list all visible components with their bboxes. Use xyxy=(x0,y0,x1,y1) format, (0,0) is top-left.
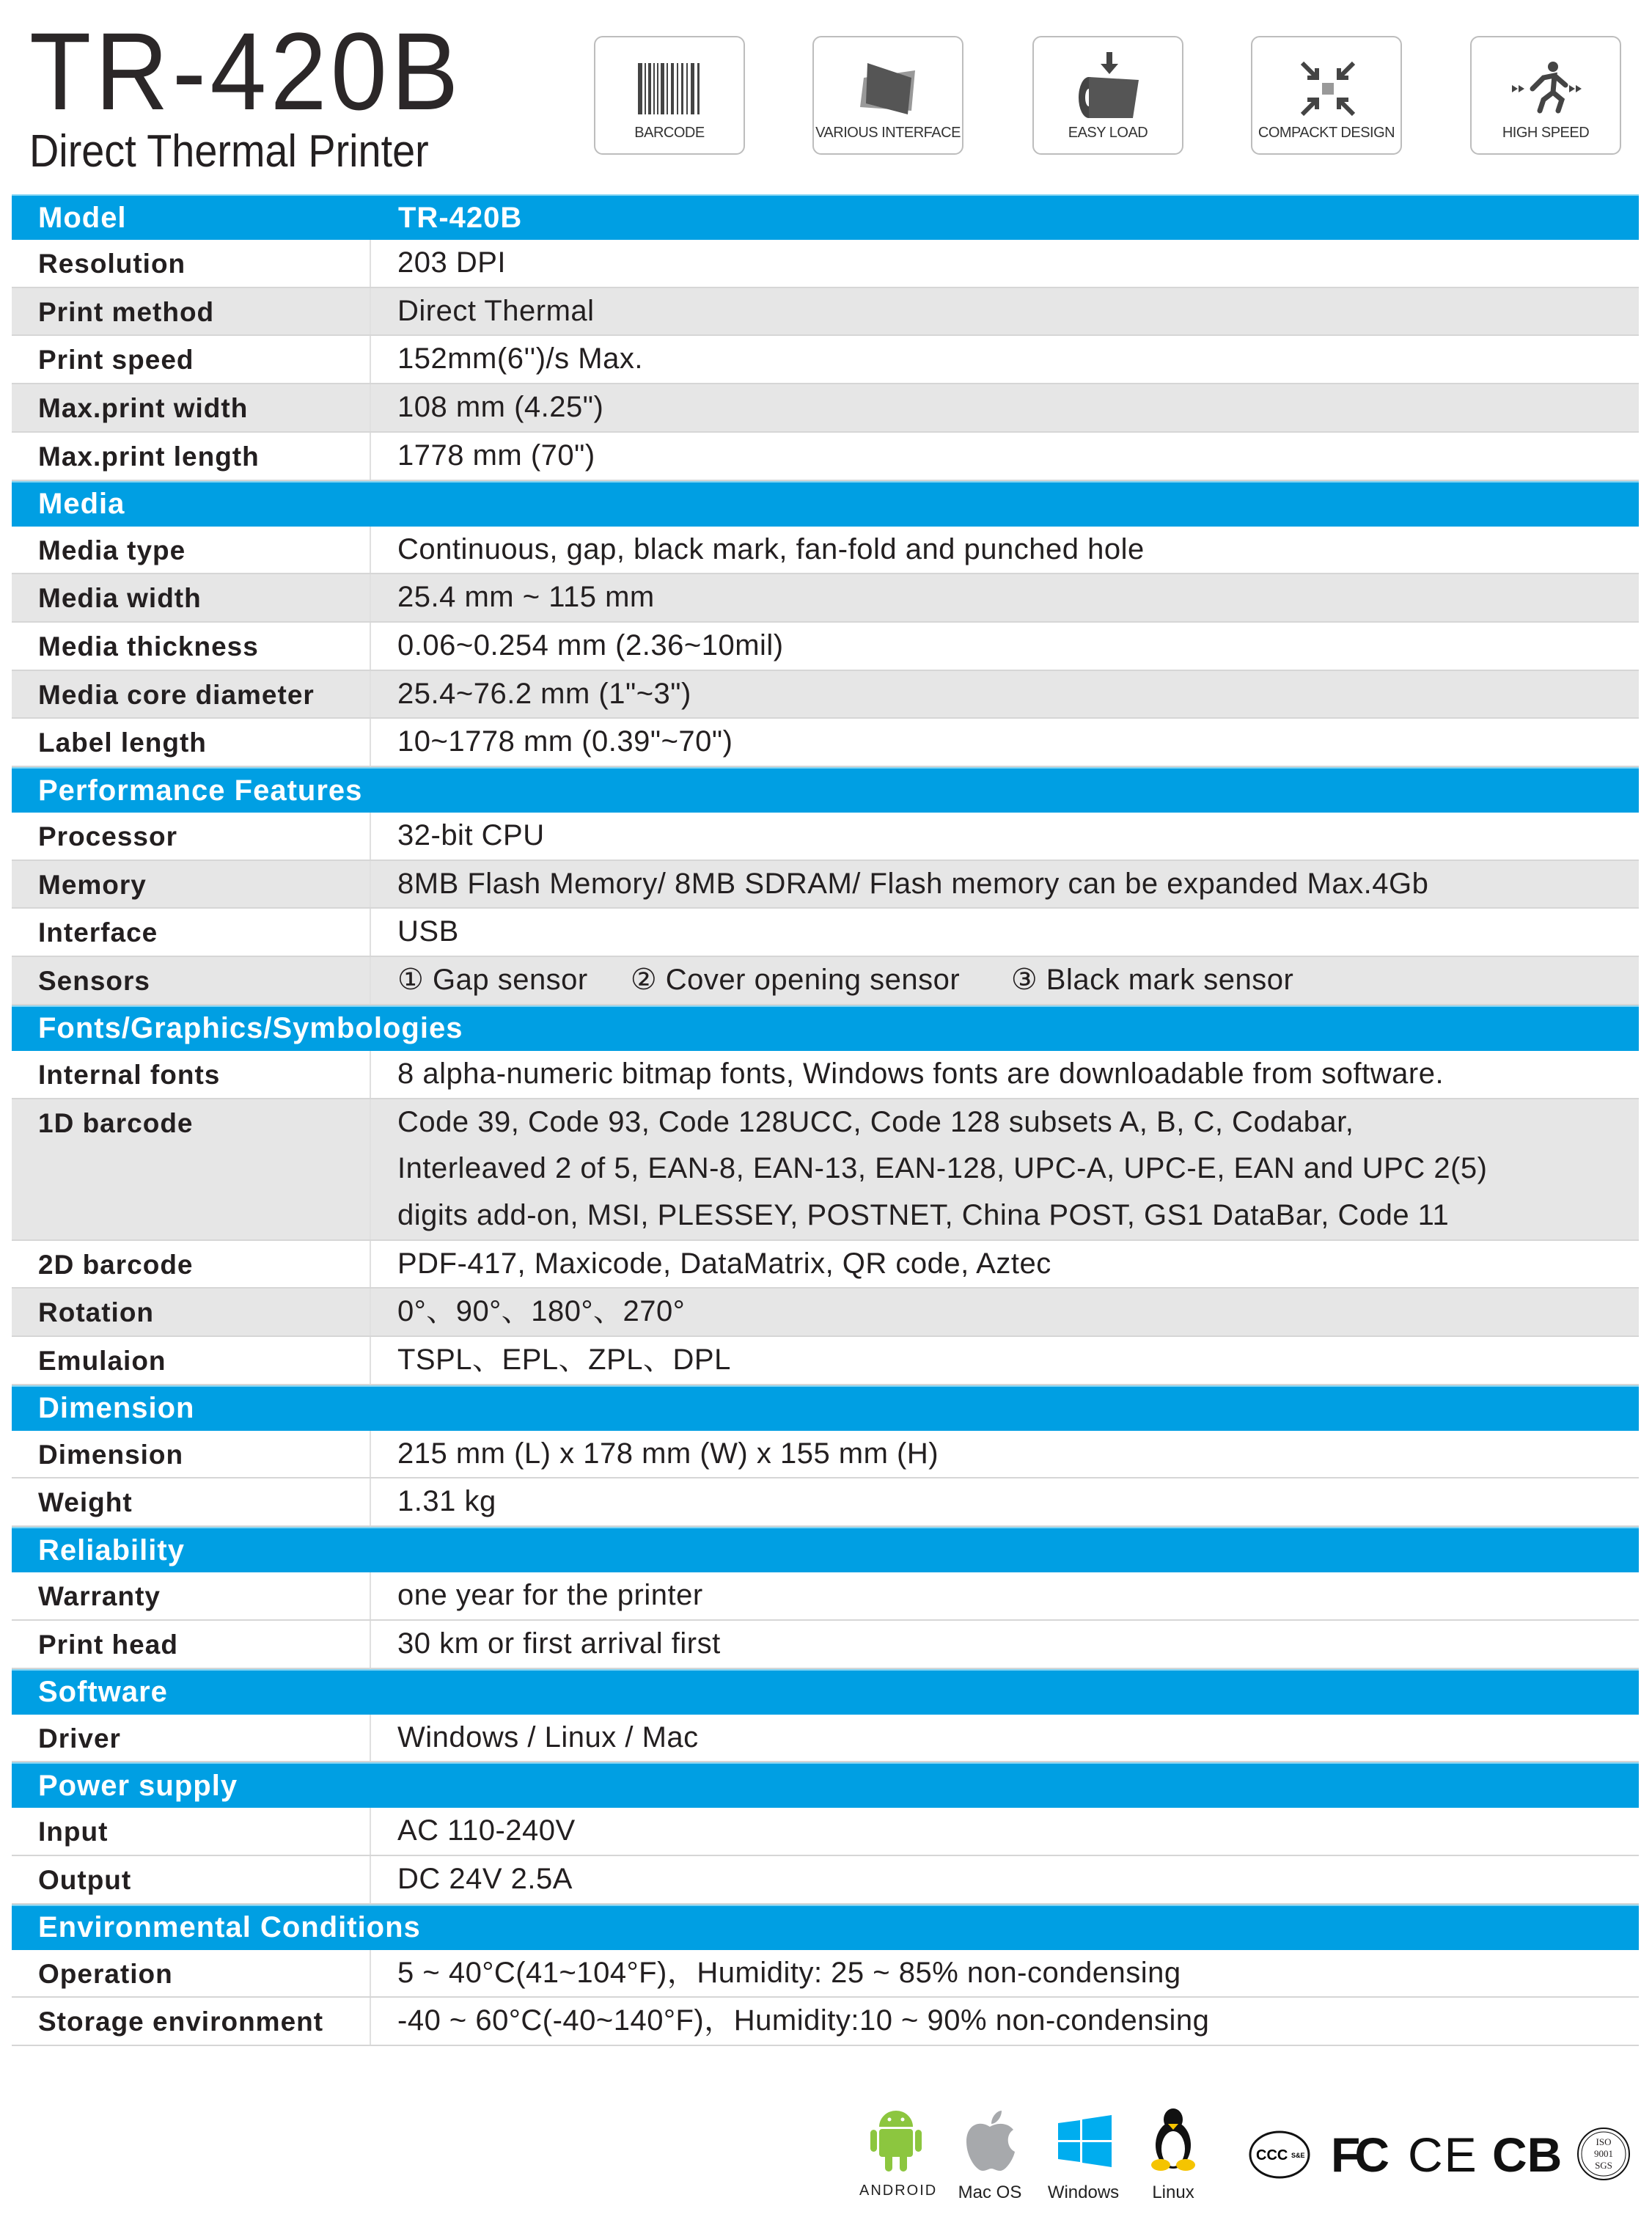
spec-row xyxy=(12,527,1639,575)
android-logo xyxy=(859,2105,938,2199)
spec-label: Label length xyxy=(12,719,371,766)
spec-row xyxy=(12,1856,1639,1905)
spec-label: Media width xyxy=(12,574,371,621)
spec-value-line: Continuous, gap, black mark, fan-fold and punched hole xyxy=(397,532,1145,565)
paper-roll-icon xyxy=(1073,52,1146,125)
spec-value-line: 8 alpha-numeric bitmap fonts, Windows fonts are downloadable from software. xyxy=(397,1057,1444,1090)
feature-interface xyxy=(812,36,963,155)
apple-icon xyxy=(961,2105,1019,2174)
spec-value xyxy=(371,1337,1639,1384)
spec-value xyxy=(371,1478,1639,1525)
spec-row xyxy=(12,1478,1639,1527)
spec-label: Print speed xyxy=(12,336,371,383)
section-header xyxy=(12,481,1639,527)
spec-label: Interface xyxy=(12,909,371,956)
spec-value xyxy=(371,336,1639,383)
feature-barcode xyxy=(594,36,745,155)
feature-label: EASY LOAD xyxy=(1068,125,1148,141)
spec-value-line: AC 110-240V xyxy=(397,1814,576,1847)
spec-row xyxy=(12,288,1639,337)
model-value: TR-420B xyxy=(398,201,523,234)
section-title: Environmental Conditions xyxy=(38,1911,421,1944)
spec-row xyxy=(12,909,1639,957)
section-header xyxy=(12,1669,1639,1715)
spec-row xyxy=(12,240,1639,288)
spec-value xyxy=(371,527,1639,574)
spec-label: Input xyxy=(12,1808,371,1855)
spec-value xyxy=(371,909,1639,956)
spec-value xyxy=(371,813,1639,860)
spec-row xyxy=(12,671,1639,719)
spec-value-line: 108 mm (4.25") xyxy=(397,391,604,424)
spec-value-line: Code 39, Code 93, Code 128UCC, Code 128 subsets A, B, C, Codabar, xyxy=(397,1105,1354,1138)
section-title: Power supply xyxy=(38,1769,238,1802)
spec-value xyxy=(371,433,1639,480)
feature-high-speed xyxy=(1470,36,1621,155)
spec-label: Warranty xyxy=(12,1572,371,1619)
spec-value xyxy=(371,623,1639,670)
spec-value xyxy=(371,1289,1639,1335)
spec-row xyxy=(12,1998,1639,2046)
spec-label: Dimension xyxy=(12,1431,371,1478)
windows-logo xyxy=(1045,2105,1122,2203)
spec-value-line: 25.4 mm ~ 115 mm xyxy=(397,581,655,614)
spec-value-line: 203 DPI xyxy=(397,246,507,279)
fcc-cert-logo: FC xyxy=(1331,2128,1384,2182)
macos-logo xyxy=(953,2105,1027,2203)
spec-value-line: 32-bit CPU xyxy=(397,819,545,852)
spec-value xyxy=(371,1051,1639,1098)
spec-value xyxy=(371,671,1639,718)
spec-row xyxy=(12,813,1639,861)
spec-label: Memory xyxy=(12,861,371,908)
spec-value-line: Windows / Linux / Mac xyxy=(397,1721,699,1754)
spec-row xyxy=(12,1099,1639,1241)
section-header xyxy=(12,1762,1639,1808)
spec-value-line: Direct Thermal xyxy=(397,294,595,327)
android-icon xyxy=(863,2105,929,2174)
linux-penguin-icon xyxy=(1148,2105,1199,2174)
feature-compact xyxy=(1251,36,1402,155)
spec-label: Driver xyxy=(12,1715,371,1762)
spec-label: Max.print length xyxy=(12,433,371,480)
product-title: TR-420B xyxy=(29,10,463,133)
spec-label: 2D barcode xyxy=(12,1241,371,1288)
spec-row xyxy=(12,1241,1639,1289)
section-title: Software xyxy=(38,1676,168,1709)
section-title: Dimension xyxy=(38,1392,195,1425)
spec-value-line: digits add-on, MSI, PLESSEY, POSTNET, China POST, GS1 DataBar, Code 11 xyxy=(397,1198,1450,1231)
product-subtitle: Direct Thermal Printer xyxy=(29,126,429,177)
spec-value-line: 0°、90°、180°、270° xyxy=(397,1295,686,1328)
section-header xyxy=(12,767,1639,813)
spec-value-line: 215 mm (L) x 178 mm (W) x 155 mm (H) xyxy=(397,1437,939,1470)
spec-value xyxy=(371,1621,1639,1668)
spec-row xyxy=(12,623,1639,671)
spec-label: Storage environment xyxy=(12,1998,371,2045)
spec-label: Media type xyxy=(12,527,371,574)
section-title: Fonts/Graphics/Symbologies xyxy=(38,1012,463,1045)
interface-icon xyxy=(853,52,926,125)
section-title: Model xyxy=(38,201,127,234)
spec-value-line: 25.4~76.2 mm (1"~3") xyxy=(397,677,691,710)
spec-label: Weight xyxy=(12,1478,371,1525)
os-label: Mac OS xyxy=(958,2183,1022,2202)
ccc-cert-logo xyxy=(1249,2130,1310,2183)
os-label: Windows xyxy=(1047,2183,1120,2202)
spec-label: Print head xyxy=(12,1621,371,1668)
spec-value xyxy=(371,957,1639,1004)
section-title: Reliability xyxy=(38,1533,185,1566)
spec-value-line: Interleaved 2 of 5, EAN-8, EAN-13, EAN-128, UPC-A, UPC-E, EAN and UPC 2(5) xyxy=(397,1152,1488,1185)
spec-value xyxy=(371,384,1639,431)
spec-label: 1D barcode xyxy=(12,1099,371,1239)
spec-value-line: 1778 mm (70") xyxy=(397,439,595,472)
spec-value xyxy=(371,1431,1639,1478)
spec-value-line: 1.31 kg xyxy=(397,1485,496,1518)
spec-value xyxy=(371,1099,1639,1239)
spec-value xyxy=(371,1998,1639,2045)
barcode-icon xyxy=(634,52,708,125)
spec-value-line: ① Gap sensor ② Cover opening sensor ③ Black mark sensor xyxy=(397,964,1294,997)
spec-label: Emulaion xyxy=(12,1337,371,1384)
spec-row xyxy=(12,1051,1639,1099)
spec-value xyxy=(371,240,1639,287)
spec-row xyxy=(12,1337,1639,1385)
spec-value xyxy=(371,1808,1639,1855)
spec-label: Operation xyxy=(12,1950,371,1997)
spec-row xyxy=(12,1950,1639,1998)
spec-value-line: one year for the printer xyxy=(397,1579,703,1612)
spec-label: Media core diameter xyxy=(12,671,371,718)
ce-cert-logo: CE xyxy=(1408,2128,1478,2182)
spec-value-line: 0.06~0.254 mm (2.36~10mil) xyxy=(397,629,784,662)
spec-row xyxy=(12,1808,1639,1856)
spec-value xyxy=(371,719,1639,766)
spec-value xyxy=(371,1241,1639,1288)
spec-row xyxy=(12,861,1639,909)
spec-row xyxy=(12,336,1639,384)
spec-value-line: 30 km or first arrival first xyxy=(397,1627,721,1660)
feature-label: VARIOUS INTERFACE xyxy=(815,125,961,141)
feature-label: HIGH SPEED xyxy=(1502,125,1590,141)
section-title: Media xyxy=(38,488,125,521)
cb-cert-logo: CB xyxy=(1492,2128,1563,2182)
spec-label: Processor xyxy=(12,813,371,860)
os-label: Linux xyxy=(1152,2183,1194,2202)
feature-label: BARCODE xyxy=(634,125,705,141)
spec-value xyxy=(371,1950,1639,1997)
spec-value-line: DC 24V 2.5A xyxy=(397,1862,573,1895)
section-header xyxy=(12,1385,1639,1431)
section-header-model xyxy=(12,194,1639,240)
iso-cert-logo xyxy=(1576,2127,1631,2181)
spec-value xyxy=(371,574,1639,621)
os-label: ANDROID xyxy=(859,2183,938,2199)
spec-row xyxy=(12,1431,1639,1479)
spec-row xyxy=(12,1715,1639,1763)
windows-icon xyxy=(1054,2105,1113,2174)
spec-label: Rotation xyxy=(12,1289,371,1335)
spec-value-line: PDF-417, Maxicode, DataMatrix, QR code, Aztec xyxy=(397,1247,1051,1280)
spec-value xyxy=(371,1572,1639,1619)
spec-row xyxy=(12,1572,1639,1621)
spec-value-line: 10~1778 mm (0.39"~70") xyxy=(397,725,733,758)
spec-label: Sensors xyxy=(12,957,371,1004)
spec-label: Media thickness xyxy=(12,623,371,670)
section-header xyxy=(12,1005,1639,1051)
spec-label: Output xyxy=(12,1856,371,1903)
spec-value-line: USB xyxy=(397,915,459,948)
spec-label: Max.print width xyxy=(12,384,371,431)
spec-label: Print method xyxy=(12,288,371,335)
spec-value-line: 8MB Flash Memory/ 8MB SDRAM/ Flash memory can be expanded Max.4Gb xyxy=(397,867,1429,900)
section-title: Performance Features xyxy=(38,774,363,807)
linux-logo xyxy=(1137,2105,1210,2203)
feature-easy-load xyxy=(1032,36,1183,155)
spec-value-line: 5 ~ 40°C(41~104°F)，Humidity: 25 ~ 85% non-condensing xyxy=(397,1956,1181,1989)
spec-value-line: -40 ~ 60°C(-40~140°F)，Humidity:10 ~ 90% non-condensing xyxy=(397,2004,1210,2037)
svg-text:S&E: S&E xyxy=(1291,2152,1305,2159)
spec-value xyxy=(371,861,1639,908)
spec-row xyxy=(12,433,1639,481)
spec-row xyxy=(12,957,1639,1005)
spec-value-line: TSPL、EPL、ZPL、DPL xyxy=(397,1344,731,1377)
section-header xyxy=(12,1527,1639,1572)
spec-value xyxy=(371,1856,1639,1903)
spec-label: Resolution xyxy=(12,240,371,287)
spec-label: Internal fonts xyxy=(12,1051,371,1098)
feature-label: COMPACKT DESIGN xyxy=(1258,125,1395,141)
running-man-icon xyxy=(1510,52,1584,125)
spec-row xyxy=(12,719,1639,767)
spec-row xyxy=(12,1621,1639,1669)
spec-value xyxy=(371,1715,1639,1762)
section-header xyxy=(12,1905,1639,1950)
svg-text:CCC: CCC xyxy=(1256,2147,1288,2163)
iso-cert-text: ISO 9001 SGS xyxy=(1594,2136,1613,2171)
compact-arrows-icon xyxy=(1291,52,1365,125)
spec-table xyxy=(12,194,1639,2046)
spec-row xyxy=(12,384,1639,433)
spec-row xyxy=(12,574,1639,623)
spec-row xyxy=(12,1289,1639,1337)
spec-value xyxy=(371,288,1639,335)
spec-value-line: 152mm(6'')/s Max. xyxy=(397,342,643,375)
